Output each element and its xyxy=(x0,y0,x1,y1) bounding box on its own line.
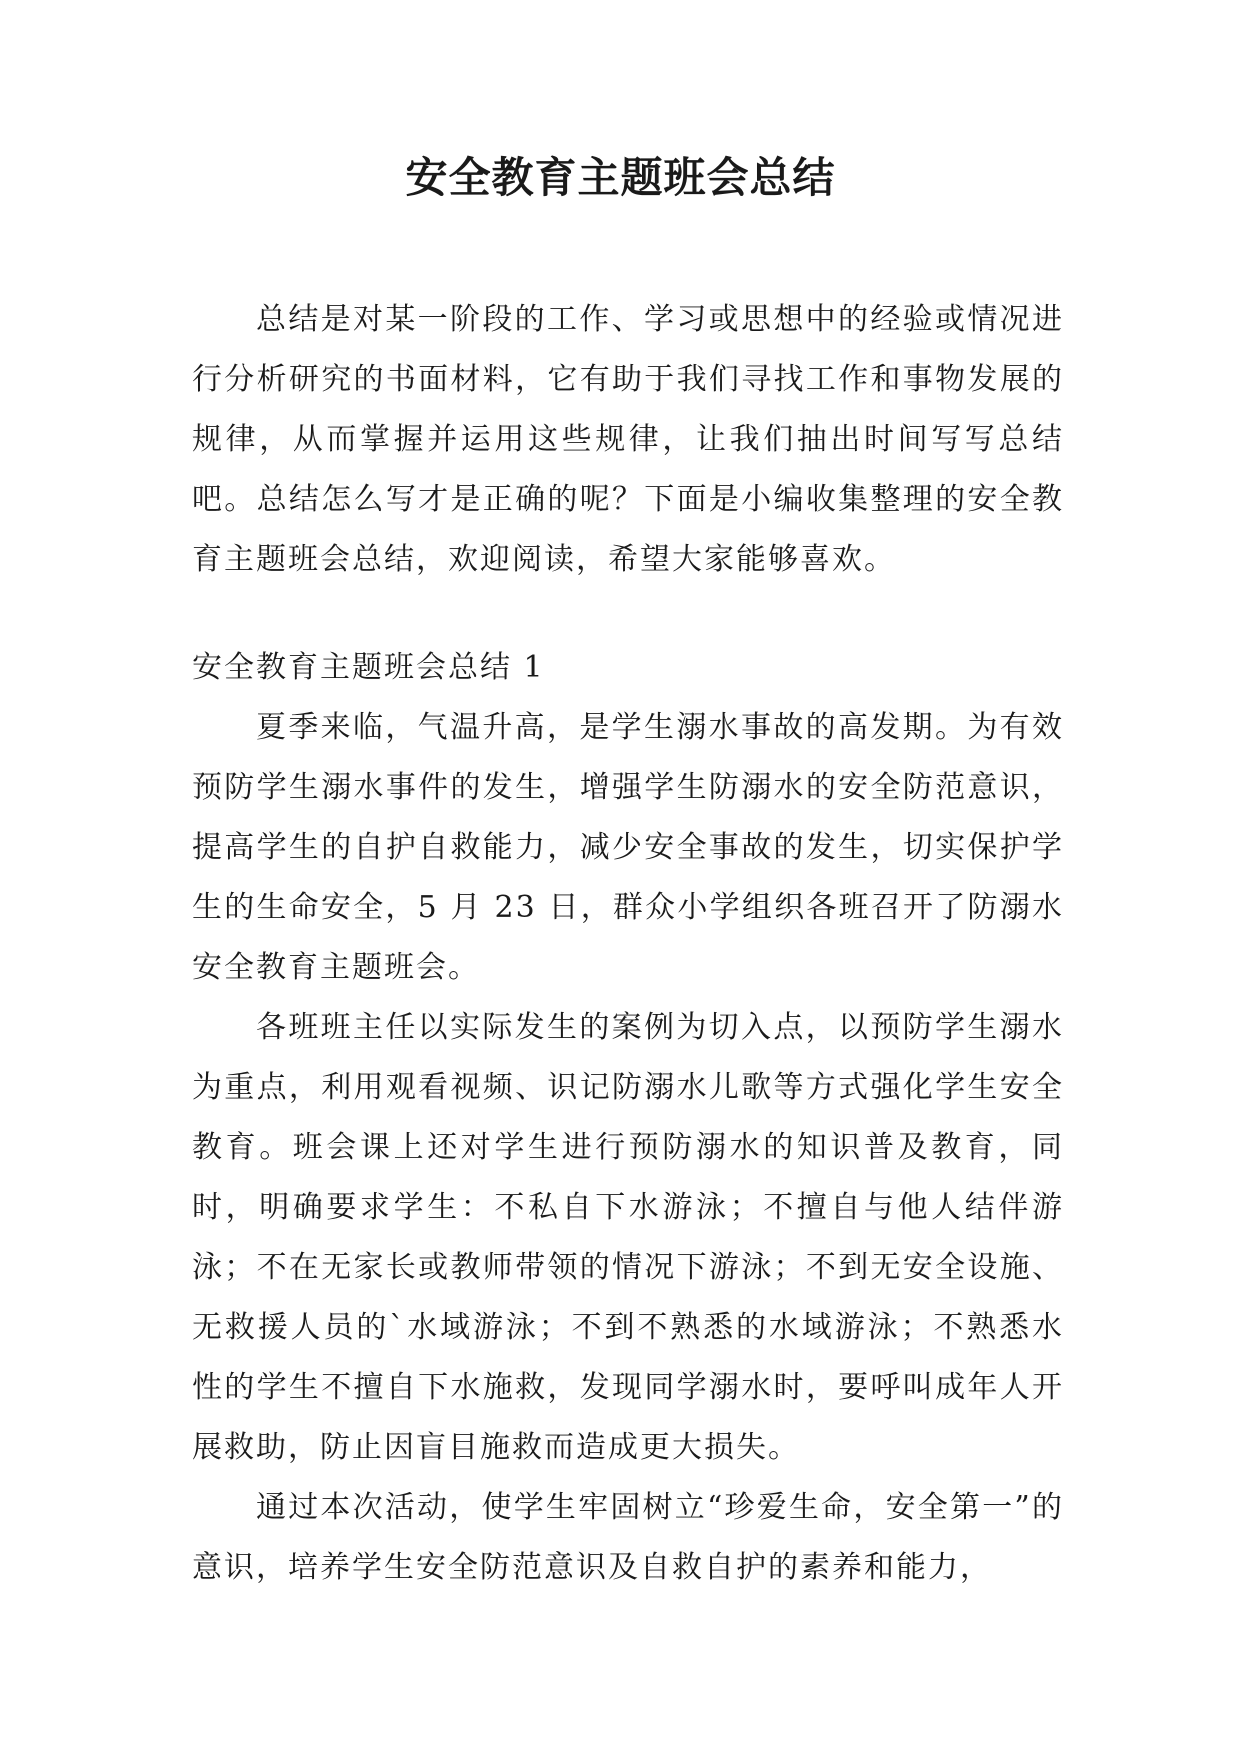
body-paragraph: 各班班主任以实际发生的案例为切入点，以预防学生溺水为重点，利用观看视频、识记防溺水儿歌等方式强化学生安全教育。班会课上还对学生进行预防溺水的知识普及教育，同时，明确要求学生：不私自下水游泳；不擅自与他人结伴游泳；不在无家长或教师带领的情况下游泳；不到无安全设施、无救援人员的`水域游泳；不到不熟悉的水域游泳；不熟悉水性的学生不擅自下水施救，发现同学溺水时，要呼叫成年人开展救助，防止因盲目施救而造成更大损失。 xyxy=(192,1010,1064,1465)
document-body xyxy=(192,290,1064,1598)
section-heading: 安全教育主题班会总结 1 xyxy=(192,650,545,685)
intro-paragraph: 总结是对某一阶段的工作、学习或思想中的经验或情况进行分析研究的书面材料，它有助于我们寻找工作和事物发展的规律，从而掌握并运用这些规律，让我们抽出时间写写总结吧。总结怎么写才是正确的呢？下面是小编收集整理的安全教育主题班会总结，欢迎阅读，希望大家能够喜欢。 xyxy=(192,302,1064,577)
document-title: 安全教育主题班会总结 xyxy=(405,153,836,202)
body-paragraph: 夏季来临，气温升高，是学生溺水事故的高发期。为有效预防学生溺水事件的发生，增强学生防溺水的安全防范意识，提高学生的自护自救能力，减少安全事故的发生，切实保护学生的生命安全，5 月 23 日，群众小学组织各班召开了防溺水安全教育主题班会。 xyxy=(192,710,1064,985)
body-paragraph: 通过本次活动，使学生牢固树立“珍爱生命，安全第一”的意识，培养学生安全防范意识及自救自护的素养和能力， xyxy=(192,1490,1064,1585)
